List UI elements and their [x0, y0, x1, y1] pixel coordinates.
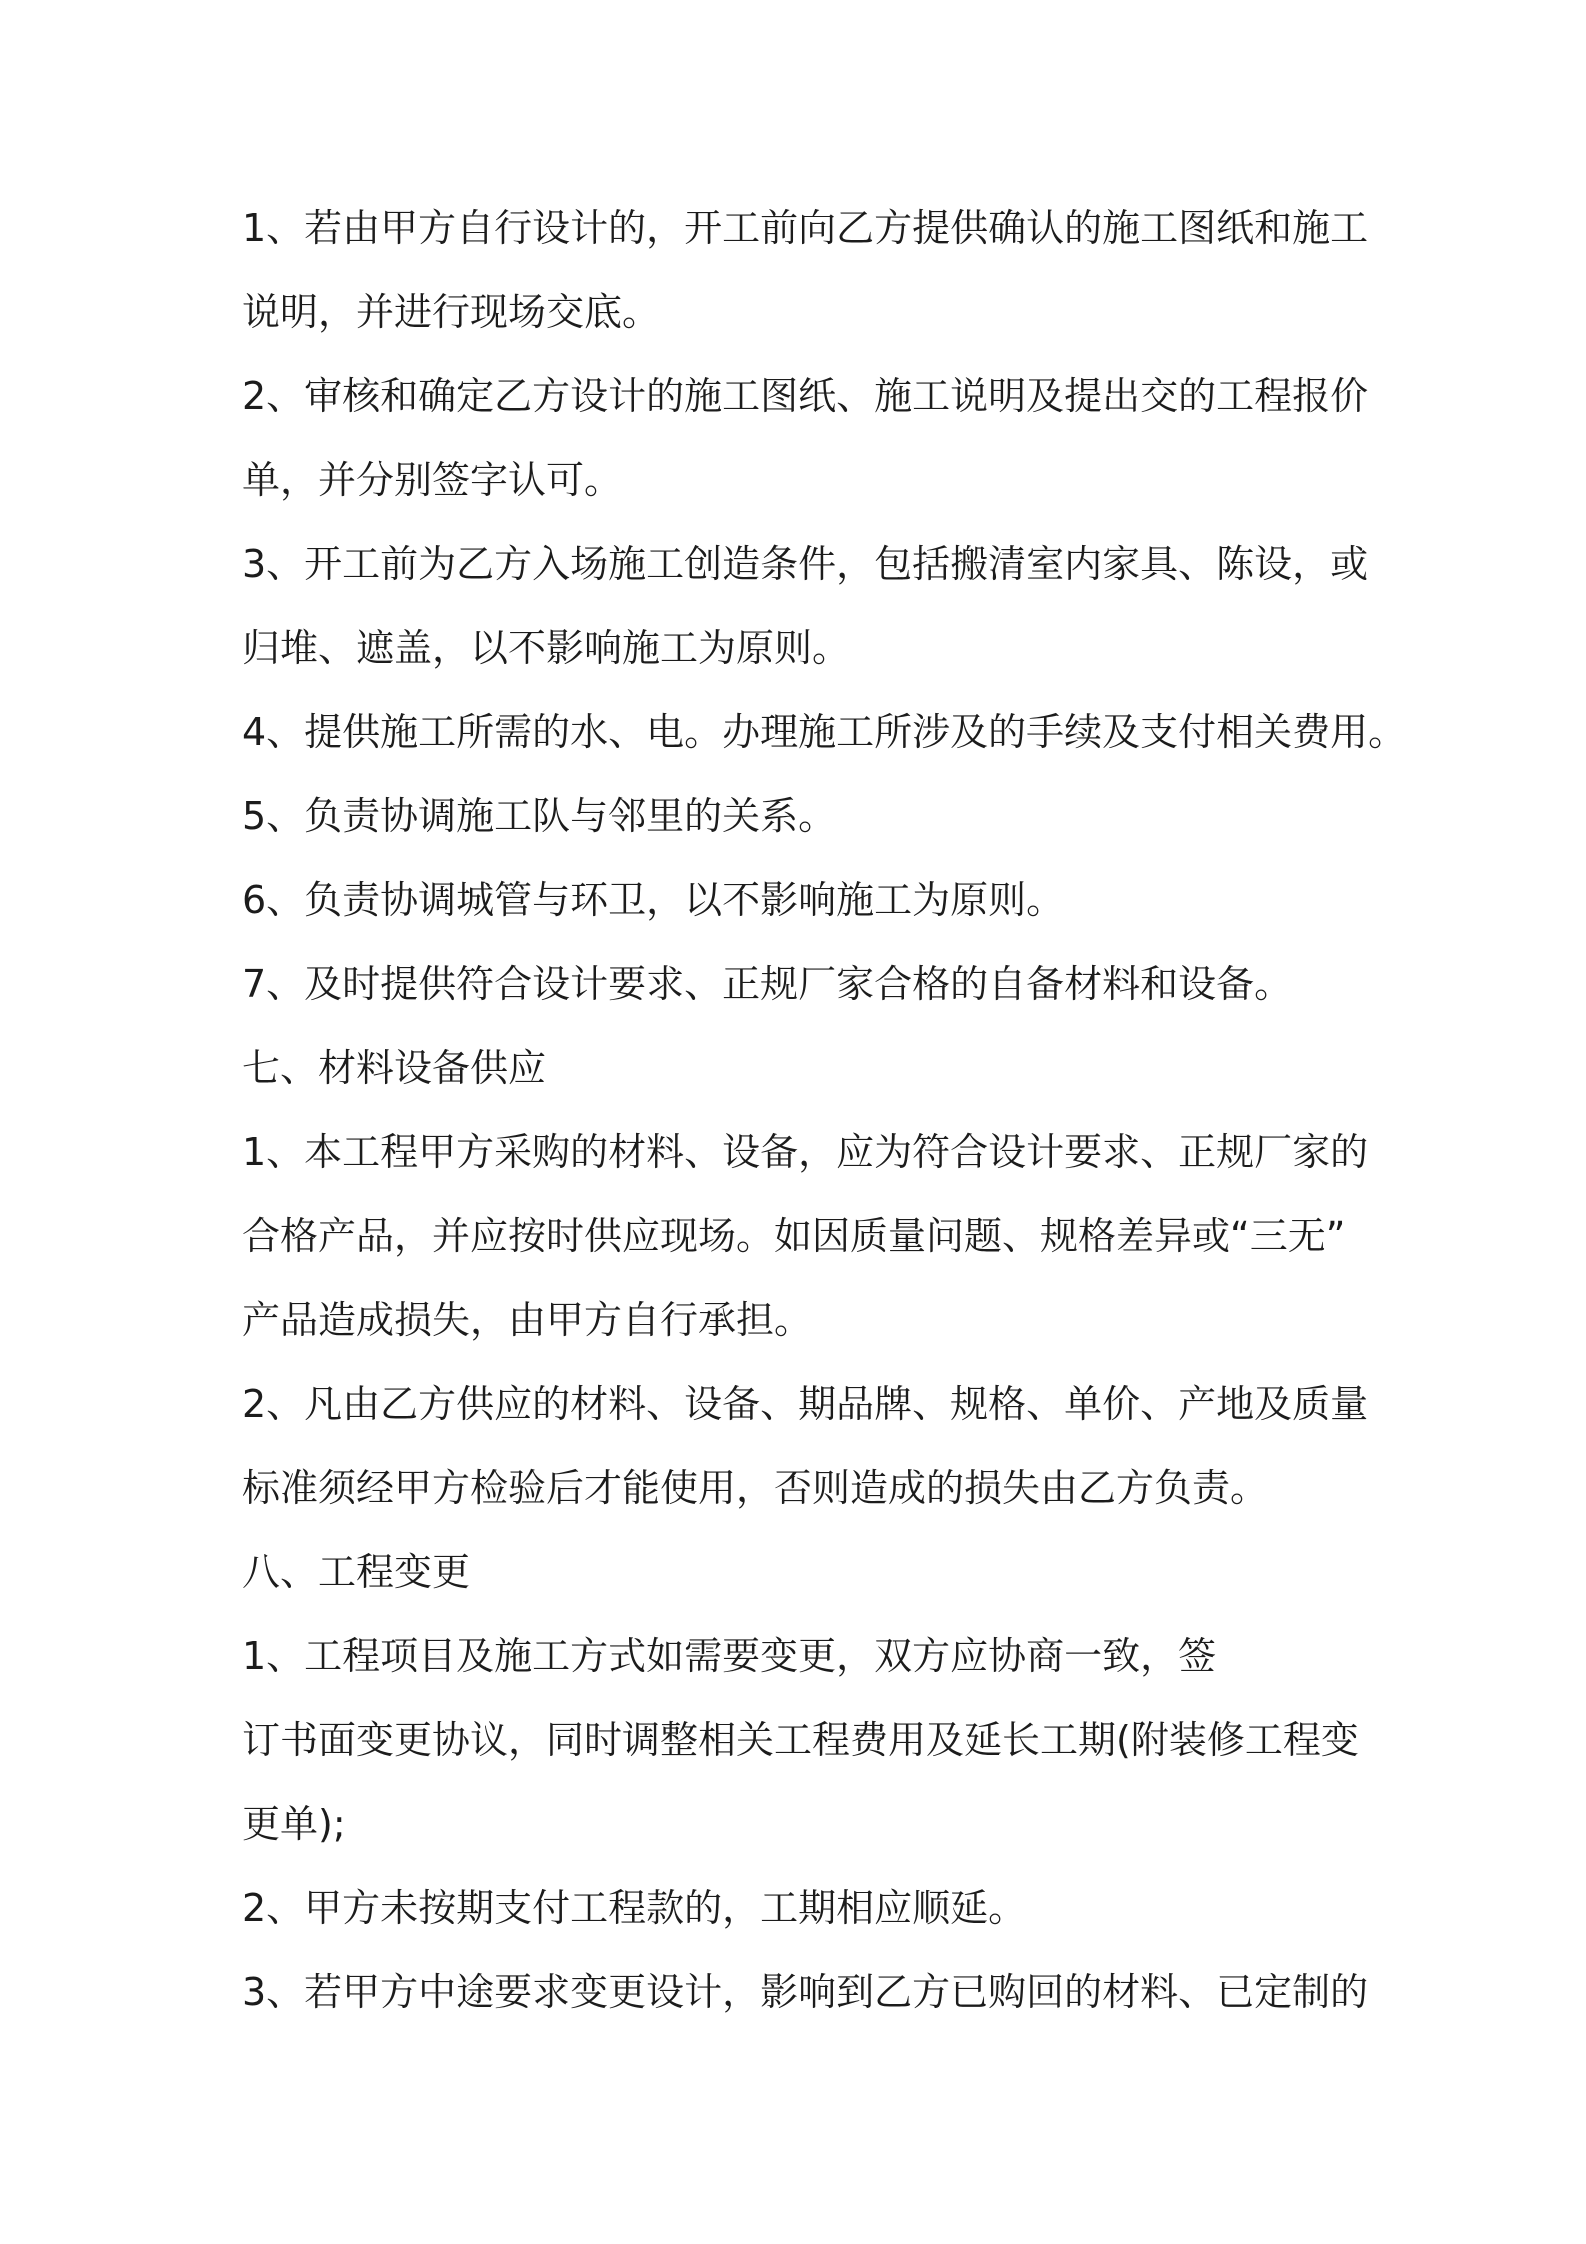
text-line: 2、凡由乙方供应的材料、设备、期品牌、规格、单价、产地及质量: [242, 1382, 1369, 1426]
text-line: 4、提供施工所需的水、电。办理施工所涉及的手续及支付相关费用。: [242, 710, 1407, 754]
text-line: 6、负责协调城管与环卫，以不影响施工为原则。: [242, 878, 1065, 922]
paragraph: [242, 186, 1542, 354]
text-line: 3、开工前为乙方入场施工创造条件，包括搬清室内家具、陈设，或: [242, 542, 1369, 586]
paragraph: [242, 690, 1542, 774]
section-heading: 八、工程变更: [242, 1550, 471, 1594]
text-line: 单，并分别签字认可。: [242, 458, 623, 502]
paragraph: [242, 354, 1542, 522]
document-body: [242, 186, 1542, 2034]
text-line: 更单);: [242, 1802, 346, 1846]
paragraph: [242, 1950, 1542, 2034]
paragraph: [242, 1614, 1542, 1866]
text-line: 7、及时提供符合设计要求、正规厂家合格的自备材料和设备。: [242, 962, 1293, 1006]
text-line: 3、若甲方中途要求变更设计，影响到乙方已购回的材料、已定制的: [242, 1970, 1369, 2014]
paragraph: [242, 522, 1542, 690]
paragraph: [242, 858, 1542, 942]
text-line: 1、工程项目及施工方式如需要变更，双方应协商一致，签: [242, 1634, 1217, 1678]
paragraph: [242, 1362, 1542, 1530]
text-line: 合格产品，并应按时供应现场。如因质量问题、规格差异或“三无”: [242, 1214, 1346, 1258]
paragraph: [242, 1110, 1542, 1362]
section-heading: 七、材料设备供应: [242, 1046, 547, 1090]
text-line: 产品造成损失，由甲方自行承担。: [242, 1298, 813, 1342]
text-line: 2、甲方未按期支付工程款的，工期相应顺延。: [242, 1886, 1027, 1930]
text-line: 2、审核和确定乙方设计的施工图纸、施工说明及提出交的工程报价: [242, 374, 1369, 418]
paragraph: [242, 942, 1542, 1026]
text-line: 说明，并进行现场交底。: [242, 290, 661, 334]
paragraph: [242, 1866, 1542, 1950]
text-line: 1、本工程甲方采购的材料、设备，应为符合设计要求、正规厂家的: [242, 1130, 1369, 1174]
paragraph: [242, 774, 1542, 858]
text-line: 标准须经甲方检验后才能使用，否则造成的损失由乙方负责。: [242, 1466, 1269, 1510]
text-line: 5、负责协调施工队与邻里的关系。: [242, 794, 837, 838]
text-line: 订书面变更协议，同时调整相关工程费用及延长工期(附装修工程变: [242, 1718, 1359, 1762]
text-line: 1、若由甲方自行设计的，开工前向乙方提供确认的施工图纸和施工: [242, 206, 1369, 250]
text-line: 归堆、遮盖，以不影响施工为原则。: [242, 626, 851, 670]
